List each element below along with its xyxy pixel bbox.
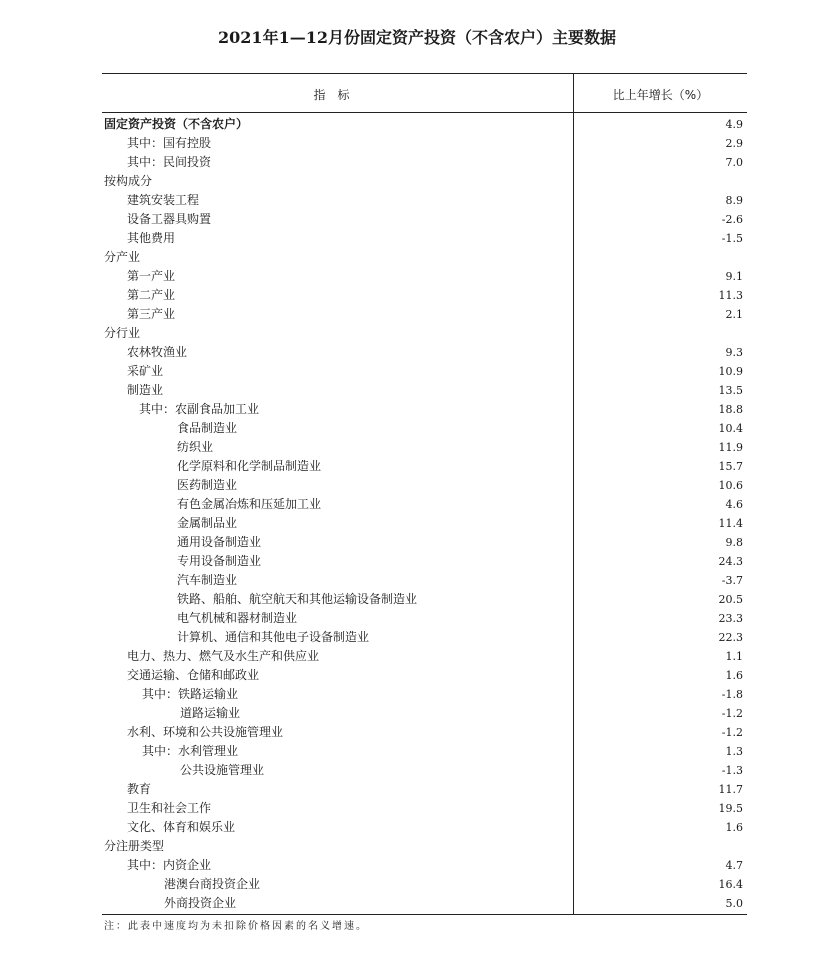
table-row bbox=[102, 134, 747, 153]
row-value: 18.8 bbox=[718, 403, 743, 416]
row-value: 13.5 bbox=[718, 384, 743, 397]
table-row bbox=[102, 343, 747, 362]
page-title: 2021年1—12月份固定资产投资（不含农户）主要数据 bbox=[218, 28, 616, 47]
row-value: -3.7 bbox=[721, 574, 743, 587]
row-label: 按构成分 bbox=[104, 174, 153, 188]
row-label: 水利、环境和公共设施管理业 bbox=[127, 725, 284, 739]
row-label: 道路运输业 bbox=[180, 706, 241, 720]
row-label: 建筑安装工程 bbox=[127, 193, 200, 207]
row-label: 公共设施管理业 bbox=[180, 763, 265, 777]
row-label: 其中：国有控股 bbox=[127, 136, 212, 150]
row-label: 汽车制造业 bbox=[177, 573, 238, 587]
table-row bbox=[102, 476, 747, 495]
row-value: -1.3 bbox=[721, 764, 743, 777]
row-value: 2.9 bbox=[725, 137, 743, 150]
row-value: -1.8 bbox=[721, 688, 743, 701]
row-label: 其中：民间投资 bbox=[127, 155, 212, 169]
table-body bbox=[102, 115, 747, 913]
table-row bbox=[102, 647, 747, 666]
row-value: 19.5 bbox=[718, 802, 743, 815]
table-row bbox=[102, 837, 747, 856]
row-label: 外商投资企业 bbox=[164, 896, 237, 910]
table-row bbox=[102, 229, 747, 248]
row-label: 金属制品业 bbox=[177, 516, 238, 530]
table-row bbox=[102, 153, 747, 172]
table-row bbox=[102, 115, 747, 134]
row-label: 设备工器具购置 bbox=[127, 212, 212, 226]
table-row bbox=[102, 742, 747, 761]
row-label: 文化、体育和娱乐业 bbox=[127, 820, 236, 834]
row-value: -1.2 bbox=[721, 707, 743, 720]
row-label: 其他费用 bbox=[127, 231, 176, 245]
row-label: 有色金属冶炼和压延加工业 bbox=[177, 497, 322, 511]
table-row bbox=[102, 305, 747, 324]
table-row bbox=[102, 609, 747, 628]
row-label: 计算机、通信和其他电子设备制造业 bbox=[177, 630, 370, 644]
table-row bbox=[102, 856, 747, 875]
row-value: -1.5 bbox=[721, 232, 743, 245]
table-row bbox=[102, 381, 747, 400]
table-header bbox=[102, 74, 747, 113]
row-value: 9.1 bbox=[725, 270, 743, 283]
row-label: 教育 bbox=[127, 782, 152, 796]
row-value: 15.7 bbox=[718, 460, 743, 473]
table-row bbox=[102, 419, 747, 438]
row-value: 4.7 bbox=[725, 859, 743, 872]
row-value: 4.6 bbox=[725, 498, 743, 511]
data-table bbox=[102, 73, 747, 915]
header-growth: 比上年增长（%） bbox=[612, 88, 709, 102]
row-label: 第一产业 bbox=[127, 269, 176, 283]
row-value: -1.2 bbox=[721, 726, 743, 739]
row-label: 其中：铁路运输业 bbox=[142, 687, 239, 701]
table-row bbox=[102, 685, 747, 704]
row-value: 10.9 bbox=[718, 365, 743, 378]
row-label: 制造业 bbox=[127, 383, 164, 397]
table-row bbox=[102, 799, 747, 818]
row-value: 1.3 bbox=[725, 745, 743, 758]
table-row bbox=[102, 457, 747, 476]
row-label: 其中：内资企业 bbox=[127, 858, 212, 872]
row-value: 10.6 bbox=[718, 479, 743, 492]
row-label: 电气机械和器材制造业 bbox=[177, 611, 298, 625]
row-value: -2.6 bbox=[721, 213, 743, 226]
table-row bbox=[102, 362, 747, 381]
row-label: 交通运输、仓储和邮政业 bbox=[127, 668, 260, 682]
row-value: 1.6 bbox=[725, 669, 743, 682]
row-value: 2.1 bbox=[725, 308, 743, 321]
row-value: 20.5 bbox=[718, 593, 743, 606]
row-value: 9.3 bbox=[725, 346, 743, 359]
row-value: 7.0 bbox=[725, 156, 743, 169]
table-row bbox=[102, 191, 747, 210]
row-value: 1.6 bbox=[725, 821, 743, 834]
row-label: 食品制造业 bbox=[177, 421, 238, 435]
table-row bbox=[102, 438, 747, 457]
row-label: 其中：农副食品加工业 bbox=[139, 402, 260, 416]
header-indicator: 指标 bbox=[313, 88, 362, 102]
table-row bbox=[102, 666, 747, 685]
row-label: 医药制造业 bbox=[177, 478, 238, 492]
row-label: 专用设备制造业 bbox=[177, 554, 262, 568]
row-label: 通用设备制造业 bbox=[177, 535, 262, 549]
table-row bbox=[102, 704, 747, 723]
table-row bbox=[102, 400, 747, 419]
table-row bbox=[102, 875, 747, 894]
row-label: 港澳台商投资企业 bbox=[164, 877, 261, 891]
table-row bbox=[102, 248, 747, 267]
table-row bbox=[102, 267, 747, 286]
row-value: 16.4 bbox=[718, 878, 743, 891]
row-value: 10.4 bbox=[718, 422, 743, 435]
row-value: 11.3 bbox=[718, 289, 743, 302]
row-value: 24.3 bbox=[718, 555, 743, 568]
table-row bbox=[102, 552, 747, 571]
row-value: 11.9 bbox=[718, 441, 743, 454]
table-footnote: 注：此表中速度均为未扣除价格因素的名义增速。 bbox=[104, 921, 368, 932]
row-label: 农林牧渔业 bbox=[127, 345, 188, 359]
row-label: 分产业 bbox=[104, 250, 141, 264]
table-row bbox=[102, 324, 747, 343]
table-row bbox=[102, 286, 747, 305]
row-label: 纺织业 bbox=[177, 440, 214, 454]
row-label: 其中：水利管理业 bbox=[142, 744, 239, 758]
row-label: 化学原料和化学制品制造业 bbox=[177, 459, 322, 473]
table-row bbox=[102, 628, 747, 647]
row-value: 5.0 bbox=[725, 897, 743, 910]
row-value: 22.3 bbox=[718, 631, 743, 644]
row-label: 采矿业 bbox=[127, 364, 164, 378]
row-label: 第二产业 bbox=[127, 288, 176, 302]
row-value: 1.1 bbox=[725, 650, 743, 663]
row-label: 分行业 bbox=[104, 326, 141, 340]
row-value: 11.4 bbox=[718, 517, 743, 530]
table-row bbox=[102, 723, 747, 742]
table-row bbox=[102, 571, 747, 590]
row-value: 23.3 bbox=[718, 612, 743, 625]
table-row bbox=[102, 495, 747, 514]
table-row bbox=[102, 172, 747, 191]
row-label: 第三产业 bbox=[127, 307, 176, 321]
table-row bbox=[102, 514, 747, 533]
table-row bbox=[102, 533, 747, 552]
row-label: 分注册类型 bbox=[104, 839, 165, 853]
row-label: 固定资产投资（不含农户） bbox=[104, 117, 249, 131]
table-row bbox=[102, 894, 747, 913]
row-label: 电力、热力、燃气及水生产和供应业 bbox=[127, 649, 320, 663]
table-row bbox=[102, 590, 747, 609]
table-row bbox=[102, 780, 747, 799]
row-value: 11.7 bbox=[718, 783, 743, 796]
table-row bbox=[102, 818, 747, 837]
row-value: 9.8 bbox=[725, 536, 743, 549]
row-value: 4.9 bbox=[725, 118, 743, 131]
table-row bbox=[102, 761, 747, 780]
row-label: 卫生和社会工作 bbox=[127, 801, 212, 815]
row-label: 铁路、船舶、航空航天和其他运输设备制造业 bbox=[177, 592, 418, 606]
table-row bbox=[102, 210, 747, 229]
row-value: 8.9 bbox=[725, 194, 743, 207]
